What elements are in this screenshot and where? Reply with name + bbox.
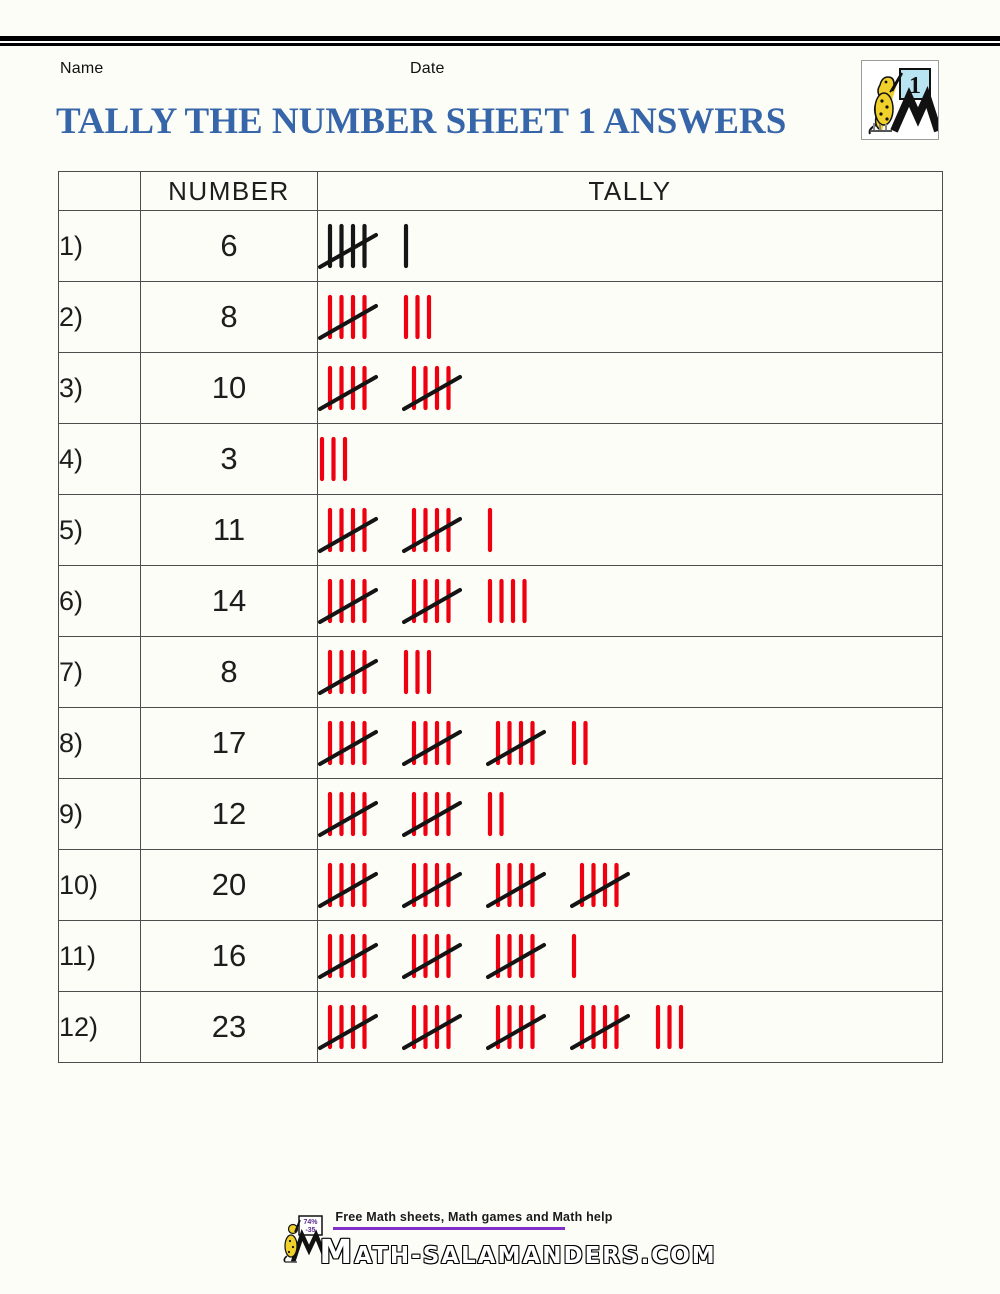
table-row bbox=[59, 921, 943, 992]
row-tally-cell bbox=[318, 495, 943, 566]
row-tally-cell bbox=[318, 992, 943, 1063]
tally-group-of-five-icon bbox=[318, 1003, 378, 1051]
row-number-value: 23 bbox=[141, 992, 318, 1063]
row-number-value: 17 bbox=[141, 708, 318, 779]
tally-marks bbox=[318, 222, 942, 270]
tally-marks bbox=[318, 293, 942, 341]
tally-group-of-five-icon bbox=[402, 577, 462, 625]
tally-group-of-five-icon bbox=[402, 364, 462, 412]
table-row bbox=[59, 566, 943, 637]
row-tally-cell bbox=[318, 779, 943, 850]
row-number-value: 20 bbox=[141, 850, 318, 921]
tally-group-of-five-icon bbox=[402, 506, 462, 554]
row-index-label: 12) bbox=[59, 992, 141, 1063]
tally-group-of-five-icon bbox=[402, 719, 462, 767]
tally-group-of-five-icon bbox=[318, 364, 378, 412]
tally-group-of-five-icon bbox=[318, 222, 378, 270]
table-row bbox=[59, 850, 943, 921]
row-number-value: 12 bbox=[141, 779, 318, 850]
tally-group-of-five-icon bbox=[486, 861, 546, 909]
row-number-value: 10 bbox=[141, 353, 318, 424]
row-number-value: 11 bbox=[141, 495, 318, 566]
row-index-label: 3) bbox=[59, 353, 141, 424]
row-index-label: 8) bbox=[59, 708, 141, 779]
row-index-label: 7) bbox=[59, 637, 141, 708]
easel-board-line-2: -35 bbox=[305, 1227, 316, 1234]
column-header-tally: TALLY bbox=[318, 172, 943, 211]
tally-group-of-five-icon bbox=[570, 1003, 630, 1051]
row-number-value: 8 bbox=[141, 282, 318, 353]
table-row bbox=[59, 353, 943, 424]
tally-singles-icon bbox=[486, 506, 494, 554]
row-index-label: 6) bbox=[59, 566, 141, 637]
row-number-value: 3 bbox=[141, 424, 318, 495]
row-number-value: 14 bbox=[141, 566, 318, 637]
row-index-label: 5) bbox=[59, 495, 141, 566]
table-row bbox=[59, 637, 943, 708]
tally-singles-icon bbox=[486, 790, 506, 838]
tally-marks bbox=[318, 1003, 942, 1051]
tally-group-of-five-icon bbox=[318, 506, 378, 554]
name-field-label: Name bbox=[60, 60, 104, 77]
row-number-value: 16 bbox=[141, 921, 318, 992]
table-row bbox=[59, 708, 943, 779]
table-row bbox=[59, 282, 943, 353]
salamander-badge-icon bbox=[862, 61, 938, 139]
page-title: TALLY THE NUMBER SHEET 1 ANSWERS bbox=[56, 101, 787, 142]
table-row bbox=[59, 779, 943, 850]
m-logo-icon bbox=[894, 97, 938, 131]
row-index-label: 4) bbox=[59, 424, 141, 495]
tally-group-of-five-icon bbox=[402, 1003, 462, 1051]
footer bbox=[0, 1210, 1000, 1271]
tally-marks bbox=[318, 719, 942, 767]
easel-board-line-1: 74% bbox=[303, 1219, 318, 1226]
tally-table bbox=[58, 171, 943, 1063]
row-tally-cell bbox=[318, 566, 943, 637]
tally-group-of-five-icon bbox=[570, 861, 630, 909]
row-index-label: 2) bbox=[59, 282, 141, 353]
row-number-value: 6 bbox=[141, 211, 318, 282]
tally-marks bbox=[318, 506, 942, 554]
tally-group-of-five-icon bbox=[318, 648, 378, 696]
tally-marks bbox=[318, 577, 942, 625]
row-tally-cell bbox=[318, 850, 943, 921]
row-tally-cell bbox=[318, 282, 943, 353]
row-tally-cell bbox=[318, 637, 943, 708]
tally-group-of-five-icon bbox=[318, 719, 378, 767]
tally-group-of-five-icon bbox=[318, 790, 378, 838]
badge-number-text: 1 bbox=[909, 73, 921, 99]
tally-group-of-five-icon bbox=[486, 719, 546, 767]
tally-singles-icon bbox=[402, 648, 433, 696]
tally-marks bbox=[318, 790, 942, 838]
row-tally-cell bbox=[318, 353, 943, 424]
tally-group-of-five-icon bbox=[402, 861, 462, 909]
table-row bbox=[59, 495, 943, 566]
row-index-label: 1) bbox=[59, 211, 141, 282]
row-tally-cell bbox=[318, 708, 943, 779]
tally-marks bbox=[318, 364, 942, 412]
tally-singles-icon bbox=[654, 1003, 685, 1051]
tally-marks bbox=[318, 648, 942, 696]
tally-marks bbox=[318, 861, 942, 909]
tally-group-of-five-icon bbox=[486, 1003, 546, 1051]
tally-group-of-five-icon bbox=[402, 932, 462, 980]
tally-marks bbox=[318, 435, 942, 483]
tally-group-of-five-icon bbox=[402, 790, 462, 838]
row-tally-cell bbox=[318, 921, 943, 992]
tally-group-of-five-icon bbox=[318, 293, 378, 341]
column-header-number: NUMBER bbox=[141, 172, 318, 211]
table-row bbox=[59, 424, 943, 495]
table-row bbox=[59, 211, 943, 282]
tally-singles-icon bbox=[402, 222, 410, 270]
row-tally-cell bbox=[318, 211, 943, 282]
tally-singles-icon bbox=[318, 435, 349, 483]
column-header-blank bbox=[59, 172, 141, 211]
footer-site-name: MATH-SALAMANDERS.COM bbox=[319, 1232, 717, 1271]
page-top-rule bbox=[0, 36, 1000, 46]
row-number-value: 8 bbox=[141, 637, 318, 708]
row-tally-cell bbox=[318, 424, 943, 495]
tally-singles-icon bbox=[570, 932, 578, 980]
row-index-label: 9) bbox=[59, 779, 141, 850]
sheet-number-badge bbox=[861, 60, 939, 140]
footer-tagline: Free Math sheets, Math games and Math help bbox=[335, 1210, 613, 1224]
tally-singles-icon bbox=[486, 577, 529, 625]
footer-purple-rule bbox=[333, 1227, 565, 1230]
row-index-label: 11) bbox=[59, 921, 141, 992]
tally-singles-icon bbox=[402, 293, 433, 341]
tally-singles-icon bbox=[570, 719, 590, 767]
tally-group-of-five-icon bbox=[318, 861, 378, 909]
date-field-label: Date bbox=[410, 60, 445, 77]
table-header-row bbox=[59, 172, 943, 211]
tally-group-of-five-icon bbox=[318, 932, 378, 980]
tally-marks bbox=[318, 932, 942, 980]
row-index-label: 10) bbox=[59, 850, 141, 921]
tally-group-of-five-icon bbox=[318, 577, 378, 625]
table-row bbox=[59, 992, 943, 1063]
tally-group-of-five-icon bbox=[486, 932, 546, 980]
